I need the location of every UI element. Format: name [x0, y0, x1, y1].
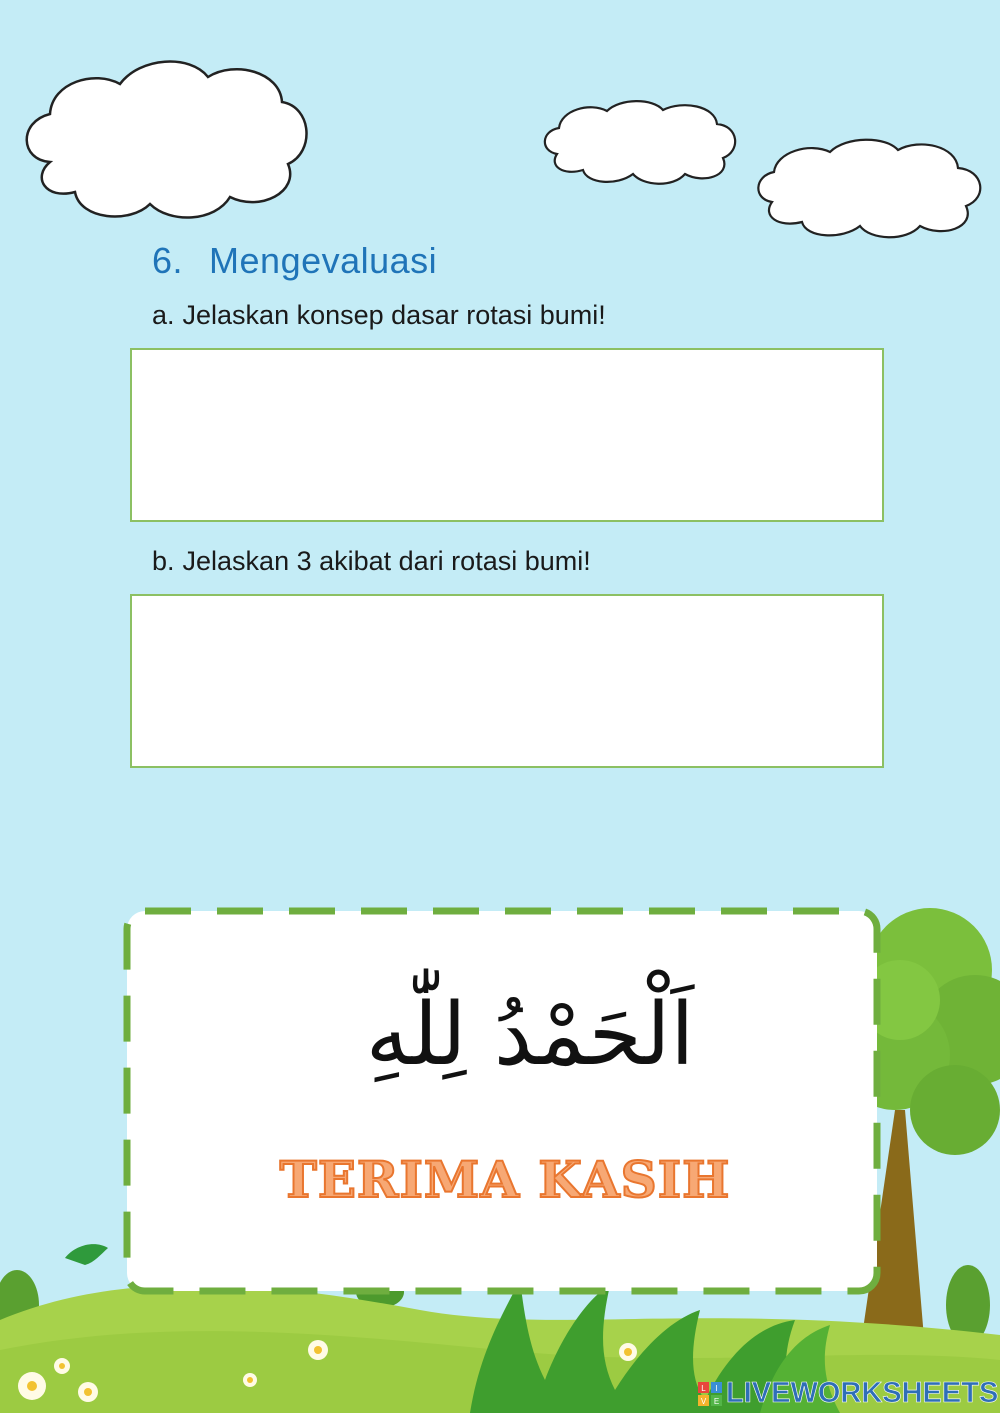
arabic-calligraphy: اَلْحَمْدُ لِلّٰهِ [365, 985, 695, 1085]
answer-input-b[interactable] [132, 596, 882, 766]
section-number: 6. [152, 240, 184, 281]
answer-box-b [130, 594, 884, 768]
cloud-large [10, 52, 320, 227]
logo-letter: V [700, 1396, 707, 1406]
brand-name: LIVEWORKSHEETS [726, 1377, 999, 1409]
section-title: Mengevaluasi [209, 240, 438, 281]
logo-letter: I [715, 1383, 718, 1393]
answer-input-a[interactable] [132, 350, 882, 520]
answer-box-a [130, 348, 884, 522]
question-letter: a. [152, 300, 175, 330]
bird-icon [65, 1244, 108, 1265]
question-text: Jelaskan 3 akibat dari rotasi bumi! [182, 546, 591, 576]
question-b [152, 546, 591, 577]
section-heading [152, 240, 437, 282]
cloud-medium [748, 134, 993, 244]
dashed-frame [120, 904, 890, 1299]
logo-letter: L [701, 1383, 706, 1393]
thanks-text: TERIMA KASIH [279, 1150, 731, 1209]
cloud-small [535, 96, 747, 188]
brand-logo-icon [698, 1382, 722, 1406]
brand-watermark [698, 1377, 998, 1410]
question-text: Jelaskan konsep dasar rotasi bumi! [182, 300, 606, 330]
question-a [152, 300, 606, 331]
logo-letter: E [713, 1396, 720, 1406]
question-letter: b. [152, 546, 175, 576]
